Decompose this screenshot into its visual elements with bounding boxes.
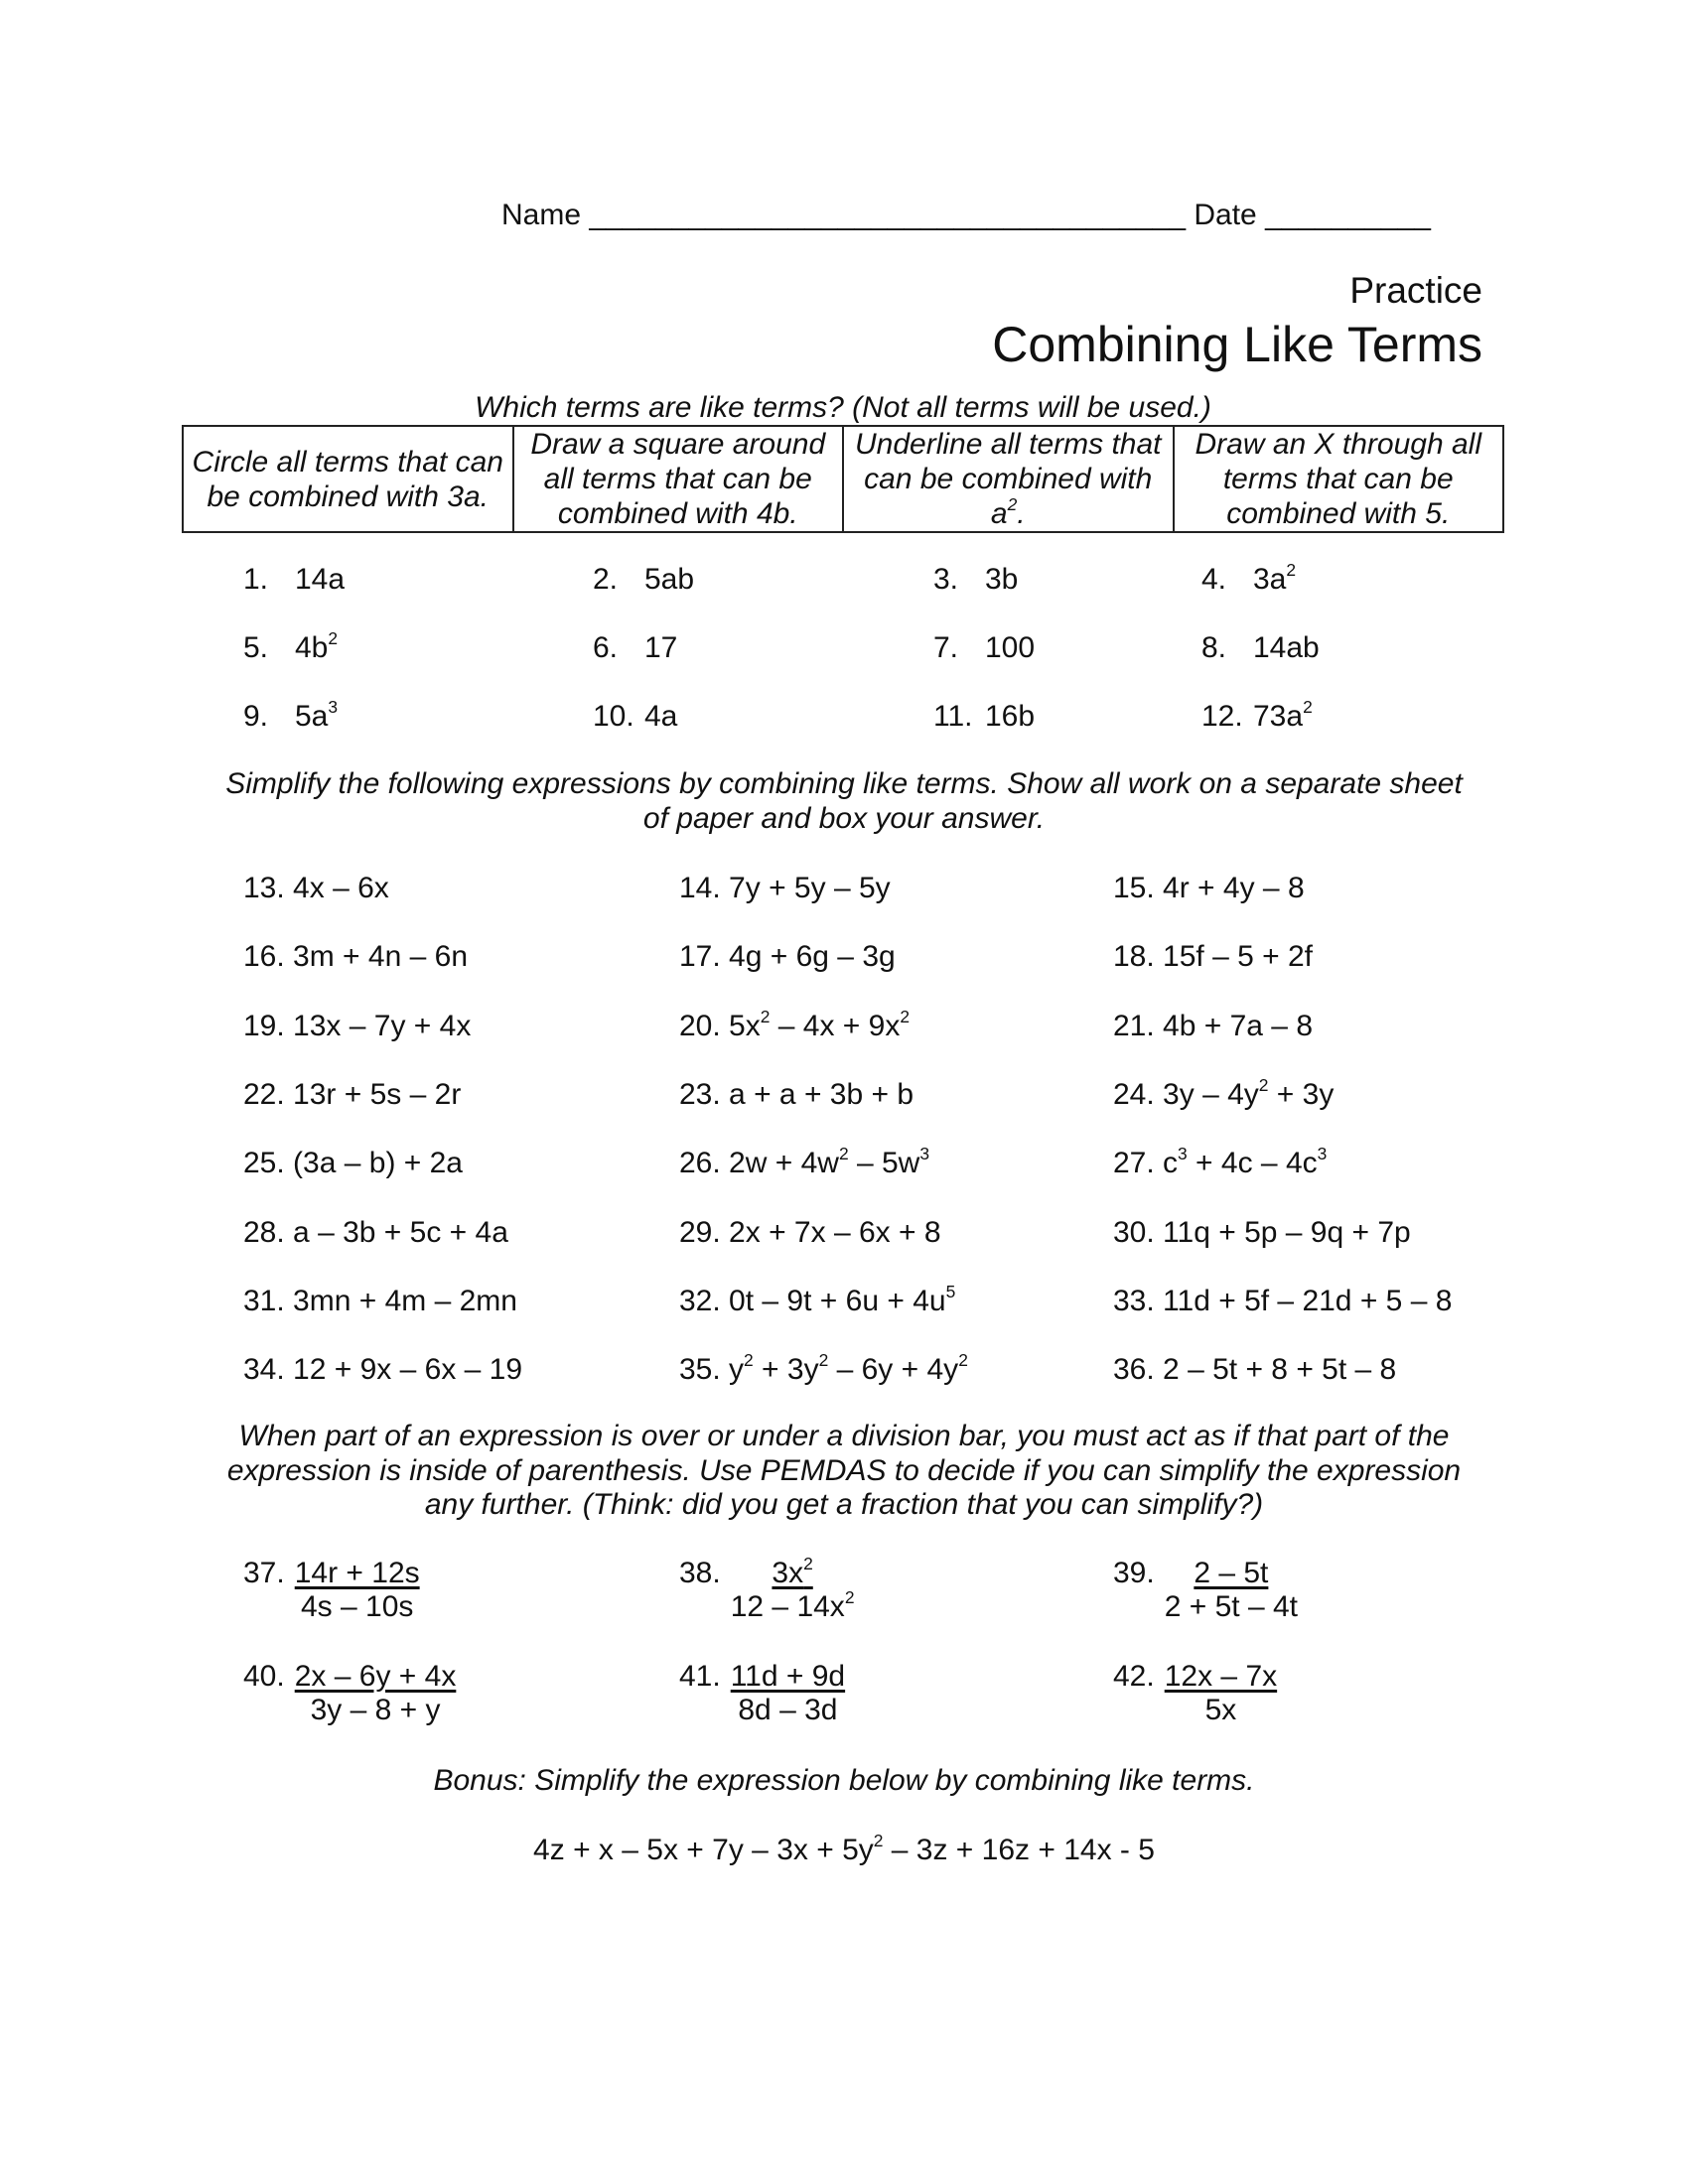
exponent: 2: [760, 1006, 771, 1026]
term-expression: 17: [644, 631, 678, 664]
fraction: [295, 1660, 457, 1727]
term-item: [243, 696, 339, 734]
exponent: 3: [1178, 1143, 1188, 1163]
fraction: [295, 1557, 420, 1624]
like-terms-table: [182, 425, 1504, 533]
bonus-expression: $4z + x - 5x + 7y - 3x + 5y^2 - 3z + 16z + 14x - 5$: [533, 1830, 1155, 1866]
problem-expression: 2x + 7x – 6x + 8: [729, 1216, 941, 1249]
problem-item: [243, 1353, 522, 1387]
item-number: 26.: [679, 1147, 730, 1179]
fraction-denominator: 8d – 3d: [738, 1694, 838, 1726]
problem-expression: 4x – 6x: [293, 872, 389, 904]
item-number: 10.: [593, 700, 634, 733]
problem-item: [679, 872, 891, 905]
item-number: 28.: [243, 1216, 294, 1249]
problem-expression: a – 3b + 5c + 4a: [293, 1216, 508, 1249]
item-number: 24.: [1113, 1078, 1164, 1111]
division-bar-instructions: When part of an expression is over or under a division bar, you must act as if that part of the expression is inside of parenthesis. Use PEMDAS to decide if you can simplify the expression any further. (Think: did you get a fraction that you can simplify?): [226, 1420, 1462, 1521]
term-expression: 3b: [985, 563, 1019, 596]
bonus-instructions: Bonus: Simplify the expression below by combining like terms.: [433, 1764, 1255, 1797]
table-caption: Which terms are like terms? (Not all terms will be used.): [475, 391, 1211, 424]
item-number: 32.: [679, 1285, 730, 1317]
exponent: 3: [919, 1143, 929, 1163]
term-item: [593, 631, 677, 665]
fraction-denominator: 5x: [1204, 1694, 1237, 1726]
item-number: 40.: [243, 1660, 285, 1693]
item-number: 37.: [243, 1557, 285, 1589]
term-expression: 14a: [295, 563, 346, 596]
fraction-numerator: 12x – 7x: [1164, 1660, 1278, 1693]
problem-item: [1113, 1353, 1396, 1387]
fraction-numerator: 2x – 6y + 4x: [294, 1660, 457, 1693]
term-item: [593, 563, 694, 597]
column-underline-a2: Underline all terms that can be combined with $a^2$.: [843, 426, 1174, 532]
problem-expression: 11d + 5f – 21d + 5 – 8: [1163, 1285, 1453, 1317]
term-item: [243, 563, 345, 597]
fraction-numerator: $3x^2$: [772, 1553, 813, 1589]
name-date-line: [501, 199, 1484, 232]
problem-expression: $y^2 + 3y^2 - 6y + 4y^2$: [729, 1349, 968, 1386]
column-circle-3a: Circle all terms that can be combined with 3a.: [183, 426, 513, 532]
problem-item: [1113, 940, 1313, 974]
term-expression: 14ab: [1253, 631, 1320, 664]
exponent: 2: [838, 1143, 849, 1163]
fraction-problem: [243, 1557, 420, 1624]
name-blank: ____________________________________: [589, 199, 1187, 231]
date-blank: __________: [1265, 199, 1431, 231]
term-expression: 4b: [295, 631, 329, 664]
exponent: 2: [744, 1349, 754, 1370]
term-expression: 4a: [644, 700, 678, 733]
problem-expression: 3m + 4n – 6n: [293, 940, 469, 973]
problem-expression: $0t - 9t + 6u + 4u^5$: [729, 1281, 956, 1317]
name-label: Name: [501, 199, 582, 231]
item-number: 2.: [593, 563, 619, 596]
problem-item: [1113, 1216, 1411, 1250]
problem-expression: 2 – 5t + 8 + 5t – 8: [1163, 1353, 1397, 1386]
item-number: 1.: [243, 563, 269, 596]
item-number: 38.: [679, 1557, 721, 1589]
item-number: 6.: [593, 631, 619, 664]
item-number: 25.: [243, 1147, 294, 1179]
exponent: 2: [1303, 696, 1313, 717]
item-number: 3.: [933, 563, 959, 596]
term-item: [593, 700, 677, 734]
term-item: [933, 631, 1035, 665]
problem-item: [679, 1006, 910, 1043]
term-item: [1201, 631, 1320, 665]
term-expression: 5ab: [644, 563, 695, 596]
problem-expression: 4r + 4y – 8: [1163, 872, 1305, 904]
term-item: [243, 627, 339, 665]
item-number: 39.: [1113, 1557, 1155, 1589]
item-number: 13.: [243, 872, 294, 904]
exponent: 2: [844, 1586, 855, 1607]
term-expression: 73a: [1253, 700, 1304, 733]
exponent: 3: [1317, 1143, 1328, 1163]
exponent: 3: [328, 696, 339, 717]
problem-expression: (3a – b) + 2a: [293, 1147, 463, 1179]
item-number: 4.: [1201, 563, 1227, 596]
problem-expression: $5x^2 - 4x + 9x^2$: [729, 1006, 910, 1042]
exponent: 2: [1286, 559, 1297, 580]
fraction-numerator: 14r + 12s: [294, 1557, 420, 1589]
problem-item: [679, 1216, 941, 1250]
page-subtitle: Practice: [1349, 270, 1482, 311]
problem-expression: $c^3 + 4c - 4c^3$: [1163, 1143, 1328, 1179]
item-number: 11.: [933, 700, 973, 733]
problem-item: [1113, 1143, 1328, 1180]
problem-expression: 12 + 9x – 6x – 19: [293, 1353, 523, 1386]
problem-expression: 3mn + 4m – 2mn: [293, 1285, 517, 1317]
term-expression: 16b: [985, 700, 1036, 733]
term-expression: 100: [985, 631, 1036, 664]
column-x-5: Draw an X through all terms that can be combined with 5.: [1174, 426, 1504, 532]
problem-item: [1113, 1285, 1452, 1318]
item-number: 31.: [243, 1285, 294, 1317]
problem-expression: 15f – 5 + 2f: [1163, 940, 1313, 973]
term-expression: 5a: [295, 700, 329, 733]
page-title: Combining Like Terms: [992, 317, 1482, 372]
term-item: [1201, 559, 1297, 597]
fraction-problem: [1113, 1660, 1277, 1727]
fraction-problem: [243, 1660, 456, 1727]
item-number: 30.: [1113, 1216, 1164, 1249]
fraction-denominator: 4s – 10s: [300, 1590, 414, 1623]
item-number: 42.: [1113, 1660, 1155, 1693]
problem-expression: 13x – 7y + 4x: [293, 1010, 472, 1042]
problem-item: [243, 940, 468, 974]
problem-item: [679, 1349, 968, 1387]
fraction: [731, 1660, 845, 1727]
problem-item: [243, 1147, 463, 1180]
exponent: 5: [945, 1281, 956, 1301]
term-item: [933, 563, 1018, 597]
item-number: 20.: [679, 1010, 730, 1042]
term-item: [1201, 696, 1313, 734]
item-number: 14.: [679, 872, 730, 904]
item-number: 19.: [243, 1010, 294, 1042]
item-number: 22.: [243, 1078, 294, 1111]
column-square-4b: Draw a square around all terms that can be combined with 4b.: [513, 426, 844, 532]
fraction: [730, 1553, 855, 1624]
item-number: 18.: [1113, 940, 1164, 973]
fraction: [1165, 1660, 1277, 1727]
problem-expression: a + a + 3b + b: [729, 1078, 914, 1111]
item-number: 8.: [1201, 631, 1227, 664]
problem-expression: 13r + 5s – 2r: [293, 1078, 462, 1111]
exponent: 2: [900, 1006, 910, 1026]
problem-item: [243, 1285, 517, 1318]
term-item: [933, 700, 1035, 734]
term-expression: 3a: [1253, 563, 1287, 596]
item-number: 36.: [1113, 1353, 1164, 1386]
problem-expression: $3y - 4y^2 + 3y$: [1163, 1074, 1335, 1111]
item-number: 16.: [243, 940, 294, 973]
problem-item: [1113, 872, 1305, 905]
problem-expression: 4b + 7a – 8: [1163, 1010, 1314, 1042]
problem-item: [243, 1010, 471, 1043]
problem-item: [679, 940, 896, 974]
fraction-denominator: 2 + 5t – 4t: [1164, 1590, 1298, 1623]
item-number: 35.: [679, 1353, 730, 1386]
item-number: 23.: [679, 1078, 730, 1111]
problem-item: [679, 1143, 929, 1180]
item-number: 12.: [1201, 700, 1243, 733]
problem-item: [1113, 1010, 1313, 1043]
problem-item: [679, 1078, 914, 1112]
fraction-denominator: $12 - 14x^2$: [730, 1586, 855, 1623]
fraction-numerator: 2 – 5t: [1194, 1557, 1269, 1589]
problem-expression: 4g + 6g – 3g: [729, 940, 896, 973]
fraction-problem: [679, 1553, 855, 1624]
item-number: 7.: [933, 631, 959, 664]
item-number: 15.: [1113, 872, 1164, 904]
exponent: 2: [1258, 1074, 1269, 1095]
fraction: [1165, 1557, 1298, 1624]
problem-item: [679, 1281, 956, 1318]
item-number: 9.: [243, 700, 269, 733]
problem-item: [243, 1216, 508, 1250]
item-number: 29.: [679, 1216, 730, 1249]
problem-item: [243, 872, 389, 905]
fraction-problem: [679, 1660, 845, 1727]
item-number: 41.: [679, 1660, 721, 1693]
fraction-problem: [1113, 1557, 1298, 1624]
problem-expression: $2w + 4w^2 - 5w^3$: [729, 1143, 929, 1179]
item-number: 33.: [1113, 1285, 1164, 1317]
exponent: 2: [818, 1349, 829, 1370]
exponent: 2: [803, 1553, 813, 1573]
problem-item: [243, 1078, 461, 1112]
item-number: 27.: [1113, 1147, 1164, 1179]
exponent: 2: [873, 1830, 884, 1850]
simplify-instructions: Simplify the following expressions by combining like terms. Show all work on a separate sheet of paper and box your answer.: [225, 767, 1463, 835]
item-number: 5.: [243, 631, 269, 664]
date-label: Date: [1194, 199, 1257, 231]
problem-item: [1113, 1074, 1335, 1112]
exponent: 2: [328, 627, 339, 648]
fraction-denominator: 3y – 8 + y: [310, 1694, 441, 1726]
problem-expression: 11q + 5p – 9q + 7p: [1163, 1216, 1411, 1249]
exponent: 2: [958, 1349, 968, 1370]
problem-expression: 7y + 5y – 5y: [729, 872, 891, 904]
item-number: 34.: [243, 1353, 294, 1386]
fraction-numerator: 11d + 9d: [730, 1660, 846, 1693]
item-number: 17.: [679, 940, 730, 973]
item-number: 21.: [1113, 1010, 1164, 1042]
